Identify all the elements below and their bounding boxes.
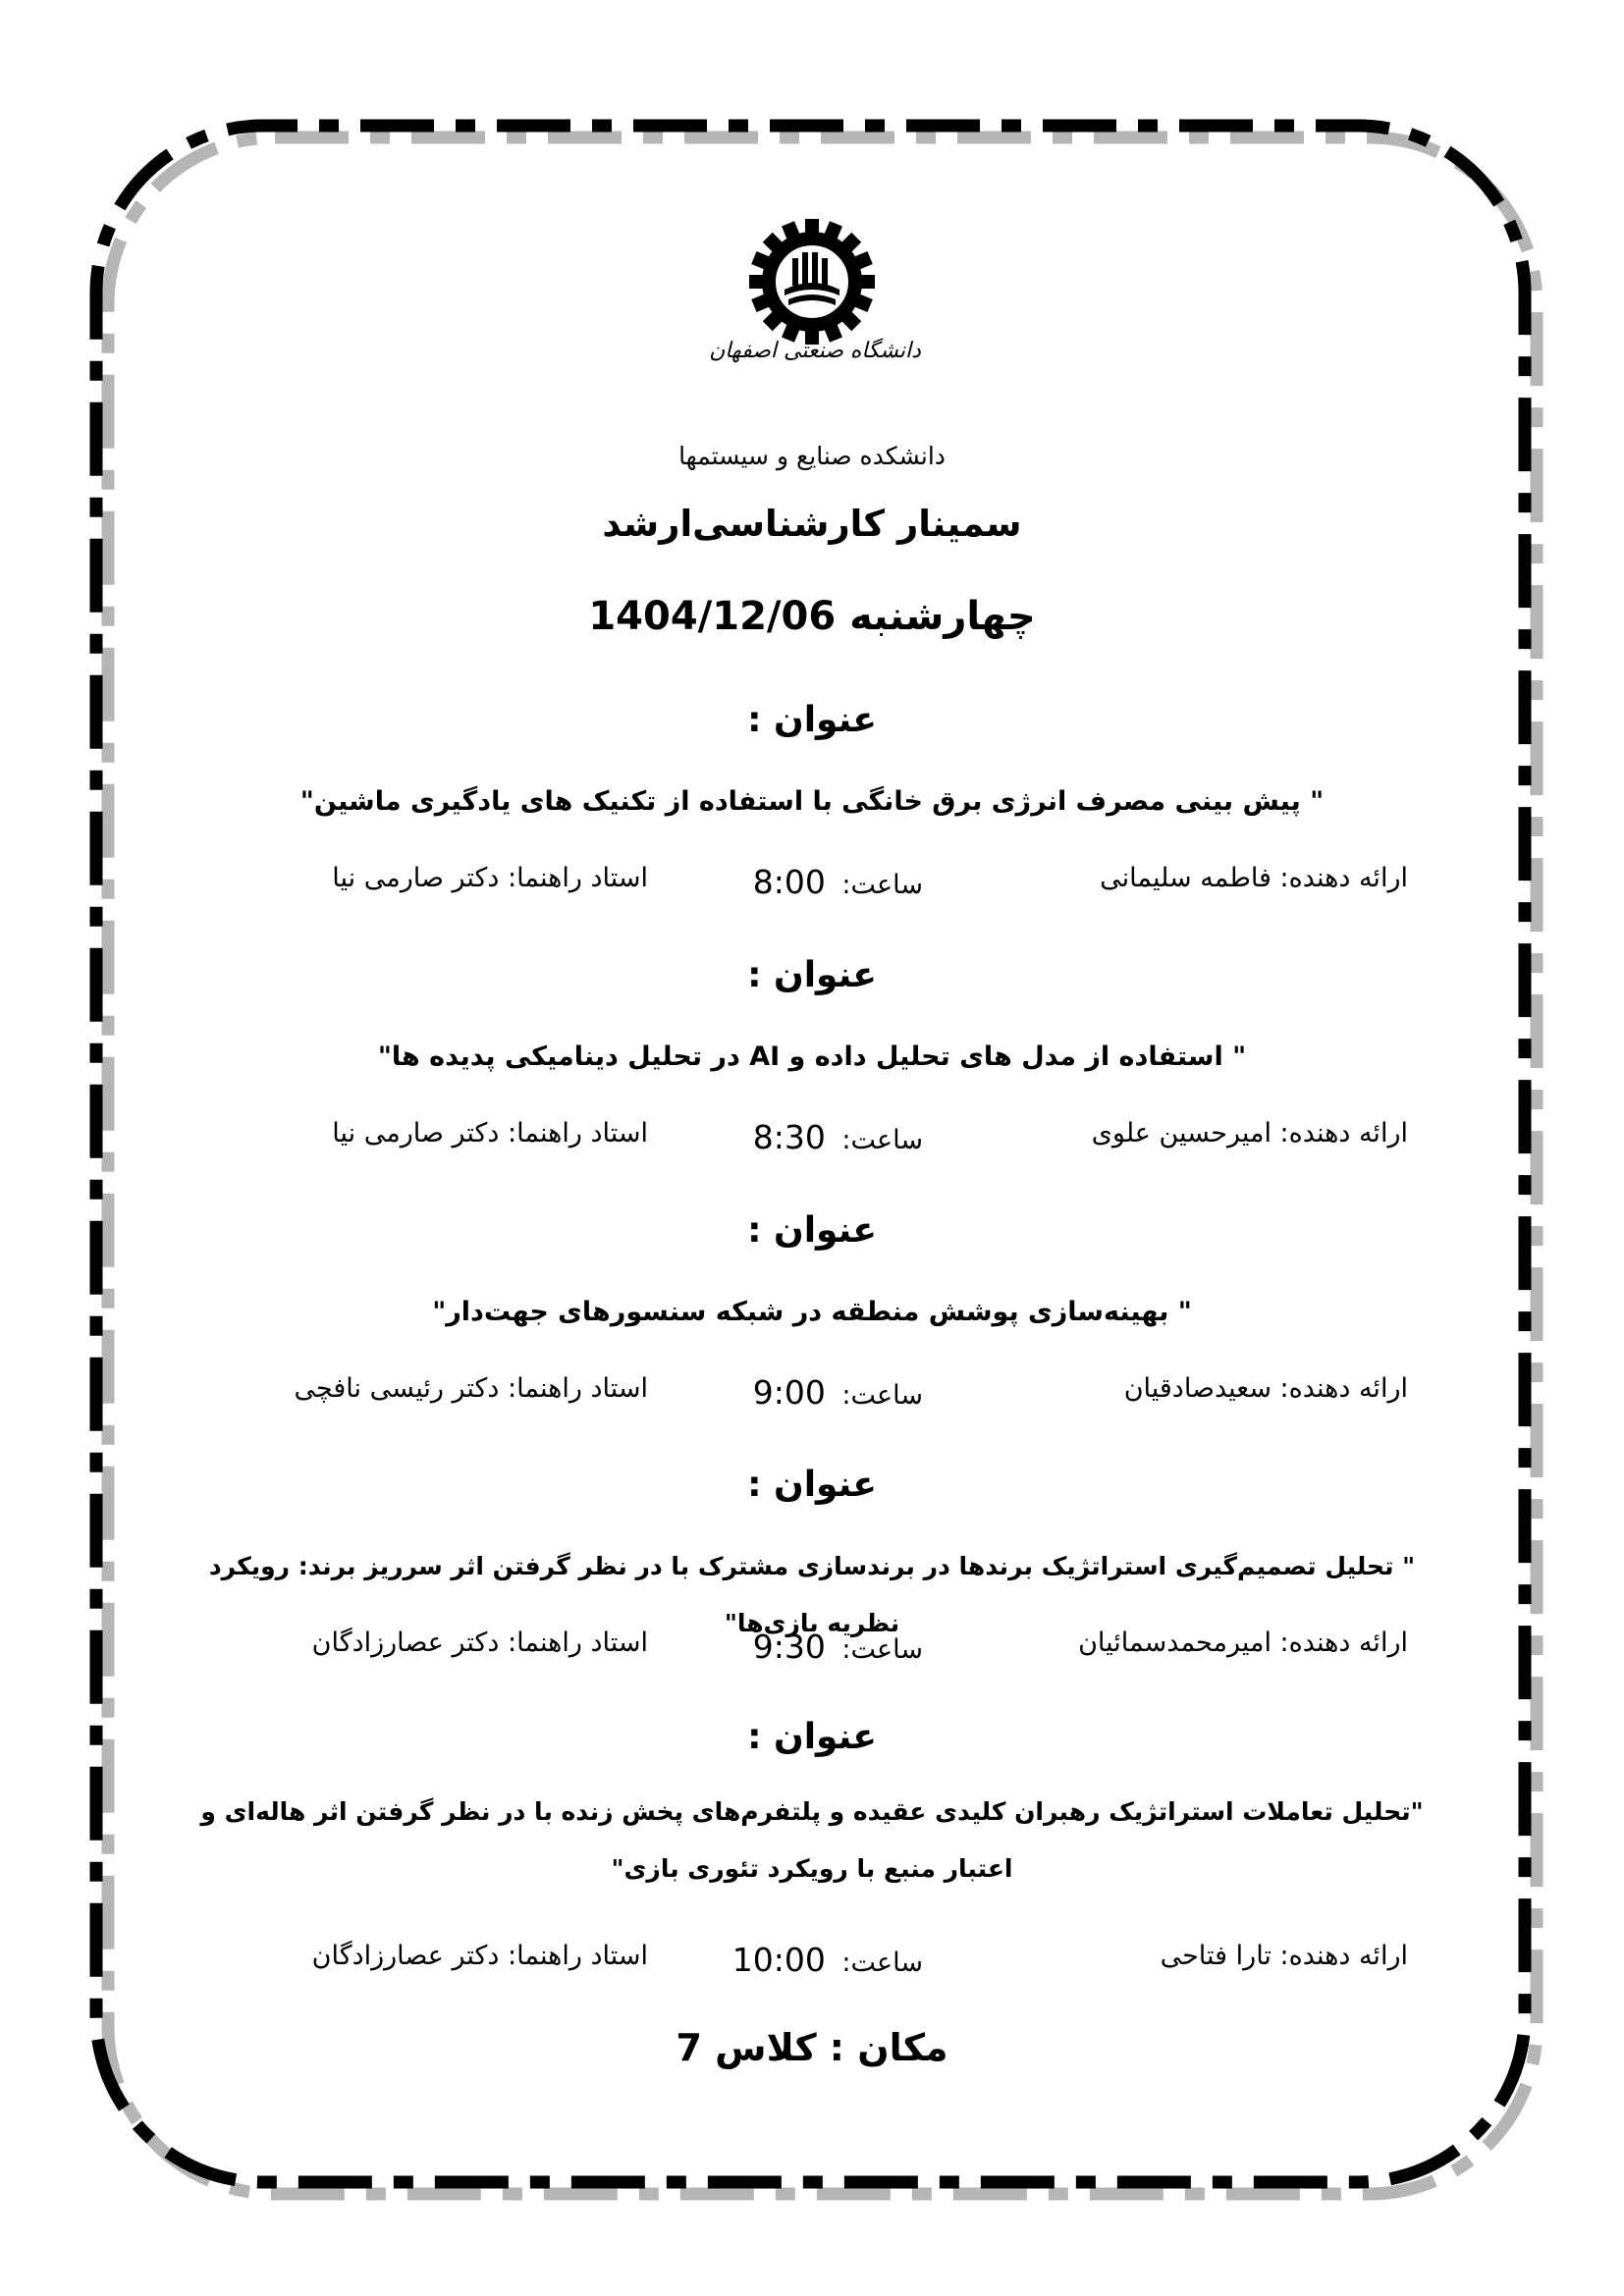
presenter-field [1161, 1941, 1408, 1971]
advisor-label: استاد راهنما: [508, 1373, 648, 1404]
time-label: ساعت: [841, 870, 923, 900]
advisor-name: دکتر صارمی نیا [332, 1118, 500, 1148]
topic-label: عنوان : [747, 1717, 877, 1757]
presenter-field [1124, 1373, 1408, 1404]
presenter-name: تارا فتاحی [1160, 1941, 1272, 1971]
seminar-title: " پیش بینی مصرف انرژی برق خانگی با استفاده از تکنیک های یادگیری ماشین" [299, 786, 1325, 817]
seminar-title: " بهینه‌سازی پوشش منطقه در شبکه سنسورهای جهت‌دار" [432, 1297, 1192, 1327]
topic-label: عنوان : [747, 1465, 877, 1505]
topic-label: عنوان : [747, 1210, 877, 1251]
seminar-title: " تحلیل تصمیم‌گیری استراتژیک برندها در برندسازی مشترک با در نظر گرفتن اثر سرریز برند: رویکرد نظریه بازی‌ها" [208, 1552, 1416, 1637]
advisor-field [196, 863, 648, 893]
venue: مکان : کلاس 7 [676, 2026, 948, 2069]
presenter-label: ارائه دهنده: [1279, 1373, 1408, 1404]
advisor-name: دکتر صارمی نیا [332, 863, 500, 893]
time-field [628, 863, 923, 901]
presenter-label: ارائه دهنده: [1279, 1941, 1408, 1971]
faculty-name: دانشکده صنایع و سیستمها [678, 442, 946, 470]
time-field [628, 1373, 923, 1412]
time-label: ساعت: [841, 1634, 923, 1665]
university-gear-emblem-icon [748, 218, 876, 346]
advisor-field [196, 1628, 648, 1658]
presenter-label: ارائه دهنده: [1279, 1118, 1408, 1148]
advisor-name: دکتر عصارزادگان [311, 1628, 500, 1658]
advisor-field [196, 1941, 648, 1971]
advisor-label: استاد راهنما: [508, 1628, 648, 1658]
time-field [628, 1941, 923, 1979]
advisor-field [196, 1118, 648, 1148]
advisor-label: استاد راهنما: [508, 1118, 648, 1148]
advisor-field [196, 1373, 648, 1404]
seminar-title: "تحلیل تعاملات استراتژیک رهبران کلیدی عقیده و پلتفرم‌های پخش زنده با در نظر گرفتن اثر هاله‌ای و اعتبار منبع با رویکرد تئوری بازی" [200, 1797, 1424, 1883]
time-field [628, 1628, 923, 1666]
advisor-label: استاد راهنما: [508, 1941, 648, 1971]
university-name-caption: دانشگاه صنعتی اصفهان [709, 339, 921, 363]
time-field [628, 1118, 923, 1156]
presenter-field [1100, 863, 1408, 893]
time-value: 9:30 [752, 1628, 826, 1666]
seminar-title: " استفاده از مدل های تحلیل داده و AI در تحلیل دینامیکی پدیده ها" [377, 1041, 1247, 1072]
advisor-name: دکتر رئیسی نافچی [294, 1373, 500, 1404]
presenter-field [1092, 1118, 1408, 1148]
time-value: 10:00 [731, 1941, 826, 1979]
presenter-label: ارائه دهنده: [1279, 1628, 1408, 1658]
presenter-field [1078, 1628, 1408, 1658]
advisor-label: استاد راهنما: [508, 863, 648, 893]
page-title: سمینار کارشناسی‌ارشد [602, 503, 1022, 545]
time-value: 8:00 [752, 863, 826, 901]
presenter-name: فاطمه سلیمانی [1100, 863, 1272, 893]
time-label: ساعت: [841, 1380, 923, 1411]
advisor-name: دکتر عصارزادگان [311, 1941, 500, 1971]
time-label: ساعت: [841, 1948, 923, 1978]
time-value: 8:30 [752, 1118, 826, 1156]
time-label: ساعت: [841, 1125, 923, 1155]
presenter-name: امیرحسین علوی [1091, 1118, 1272, 1148]
time-value: 9:00 [752, 1373, 826, 1412]
presenter-label: ارائه دهنده: [1279, 863, 1408, 893]
seminar-date: چهارشنبه 1404/12/06 [588, 594, 1036, 639]
presenter-name: امیرمحمدسمائیان [1078, 1628, 1272, 1658]
topic-label: عنوان : [747, 955, 877, 995]
topic-label: عنوان : [747, 700, 877, 740]
presenter-name: سعیدصادقیان [1123, 1373, 1272, 1404]
